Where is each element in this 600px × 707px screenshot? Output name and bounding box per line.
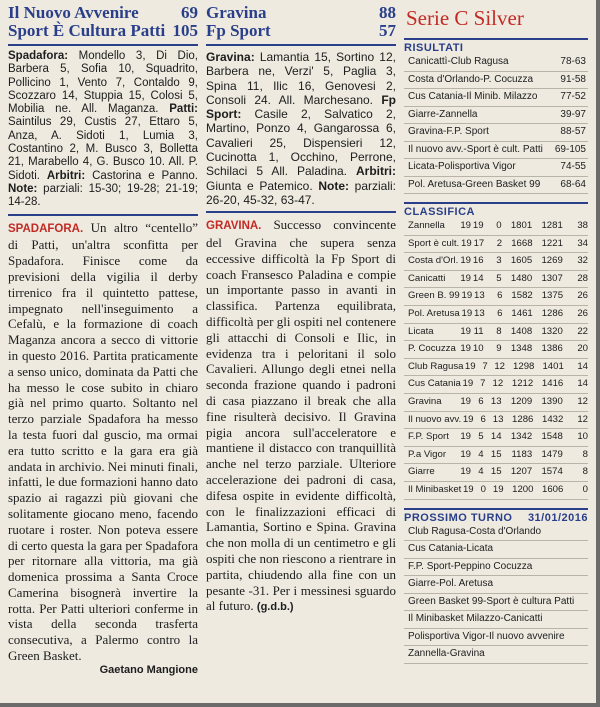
standings-team: P. Cocuzza (408, 343, 456, 355)
standings-won: 10 (472, 343, 484, 355)
standings-team: Canicatti (408, 272, 446, 284)
standings-row (404, 429, 588, 447)
standings-title (404, 202, 588, 218)
standings-points-against: 1221 (541, 237, 563, 249)
standings-team: Giarre (408, 466, 435, 478)
game1-away-score: 105 (172, 21, 198, 40)
standings-row (404, 288, 588, 306)
notes: parziali: 15-30; 19-28; 21-19; 14-28. (8, 182, 198, 209)
result-score: 69-105 (554, 143, 586, 155)
standings-lost: 13 (492, 413, 504, 425)
game1-home-team: Il Nuovo Avvenire (8, 3, 139, 22)
column-2 (206, 4, 396, 616)
standings-title-text: CLASSIFICA (404, 206, 475, 218)
standings-points-for: 1605 (510, 255, 533, 267)
standings-points-for: 1461 (511, 307, 533, 319)
standings-row (404, 253, 588, 271)
standings-row (404, 394, 588, 412)
team1-players: Lamantia 15, Sortino 12, Barbera ne, Verzi' 5, Paglia 3, Spina 11, Ilic 16, Genovesi 2, Consoli 24. All. Marchesano. (206, 50, 396, 107)
standings-won: 5 (478, 431, 484, 443)
standings-points-against: 1548 (541, 431, 563, 443)
standings-points-for: 1207 (510, 466, 533, 478)
standings-table (404, 218, 588, 500)
result-row (404, 54, 588, 72)
standings-played: 19 (460, 220, 471, 231)
standings-lost: 12 (494, 360, 505, 372)
column-1 (8, 4, 198, 676)
next-match: Polisportiva Vigor-Il nuovo avvenire (404, 629, 588, 647)
standings-lost: 13 (490, 395, 502, 407)
result-row (404, 159, 588, 177)
team1-label: Gravina: (206, 50, 255, 64)
standings-points-for: 1408 (510, 325, 533, 337)
standings-lost: 9 (496, 343, 502, 355)
game1-away-row (8, 22, 198, 40)
next-round-title (404, 508, 588, 524)
standings-points: 34 (577, 237, 588, 249)
game2-home-team: Gravina (206, 3, 267, 22)
article1-byline: Gaetano Mangione (99, 663, 198, 676)
standings-row (404, 376, 588, 394)
standings-points: 22 (577, 325, 588, 337)
standings-team: Cus Catania (408, 378, 461, 390)
article1-kicker: SPADAFORA. (8, 222, 84, 235)
results-title-text: RISULTATI (404, 42, 464, 54)
article2-body (206, 217, 396, 616)
game2-home-row (206, 4, 396, 22)
standings-played: 19 (460, 255, 471, 267)
standings-lost: 2 (496, 237, 503, 249)
standings-points-against: 1574 (541, 466, 563, 478)
next-match: Club Ragusa-Costa d'Orlando (404, 524, 588, 542)
standings-lost: 6 (497, 307, 503, 319)
standings-row (404, 447, 588, 465)
standings-played: 19 (460, 431, 471, 443)
game1-box-score (8, 50, 198, 210)
standings-won: 4 (478, 466, 484, 478)
standings-team: Pol. Aretusa (408, 307, 460, 319)
result-row (404, 142, 588, 160)
article1-text: Un altro “centello” di Patti, un'altra sconfitta per Spadafora. Finisce come da previsioni della vigilia il derby tirrenico fra il quintetto pattese, impegnato nell'inseguimento a Cefalù, e la formazione di coach Maganza ancora a secco di vittorie in questo 2016. Partita praticamente a senso unico, dominata da Patti che ha messo le cose subito in chiaro già nel primo quarto. Soltanto nel terzo parziale Spadafora ha messo la testa fuori dal guscio, ma ormai era tutto scritto e la gara era già andata in archivio. Nei minuti finali, infatti, le due formazioni hanno dato spazio ai ragazzi più giovani che solitamente giocano meno, facendo ruotare i roster. Non poteva essere di certo questa la gara per Spadafora per ritornare alla vittoria, ma già domenica prossima a Santa Croce Camerina bisognerà invertire la rotta. Per Patti ulteriori conferme in vista della seconda trasferta consecutiva, a Palermo contro la Green Basket. (8, 219, 198, 664)
standings-points-against: 1386 (541, 343, 563, 355)
standings-team: Il Minibasket (408, 483, 462, 495)
next-match: Zannella-Gravina (404, 646, 588, 664)
game2-away-score: 57 (379, 21, 396, 40)
standings-won: 11 (473, 325, 484, 337)
results-title (404, 38, 588, 54)
standings-points-for: 1801 (510, 220, 533, 231)
next-match: Giarre-Pol. Aretusa (404, 576, 588, 594)
standings-points: 28 (577, 272, 588, 284)
result-score: 77-52 (560, 91, 586, 102)
standings-won: 7 (480, 378, 486, 390)
standings-points-for: 1286 (512, 413, 534, 425)
standings-points-against: 1320 (541, 325, 563, 337)
standings-points-against: 1307 (541, 272, 563, 284)
standings-points: 10 (577, 431, 588, 443)
result-row (404, 177, 588, 195)
divider (8, 44, 198, 46)
standings-points: 0 (582, 483, 588, 495)
standings-points: 8 (582, 448, 588, 460)
result-match: Pol. Aretusa-Green Basket 99 (408, 178, 541, 190)
game1-header (8, 4, 198, 40)
standings-points-against: 1286 (541, 307, 564, 319)
next-match: Cus Catania-Licata (404, 541, 588, 559)
article1-body (8, 220, 198, 664)
result-row (404, 89, 588, 107)
result-row (404, 72, 588, 90)
notes-label: Note: (318, 178, 349, 193)
game1-away-team: Sport È Cultura Patti (8, 21, 166, 40)
team1-label: Spadafora: (8, 50, 69, 62)
result-match: Il nuovo avv.-Sport è cult. Patti (408, 143, 543, 155)
standings-points: 14 (577, 360, 589, 372)
referees: Giunta e Patemico. (206, 178, 319, 193)
result-score: 88-57 (560, 126, 586, 137)
standings-won: 6 (480, 413, 486, 425)
standings-lost: 8 (496, 325, 502, 337)
standings-points-against: 1269 (541, 255, 563, 267)
game1-home-score: 69 (181, 3, 198, 22)
standings-won: 16 (472, 255, 484, 267)
standings-team: Il nuovo avv. (408, 413, 462, 425)
team2-players: Saintilus 29, Custis 27, Ettaro 5, Anza, A. Sidoti 1, Lumia 3, Costantino 2, M. Busco 3, Bolletta 21, Marabello 4, G. Busco 10. All. P. Sidoti. (8, 116, 198, 182)
standings-played: 19 (461, 237, 472, 249)
game2-box-score (206, 50, 396, 207)
standings-points-against: 1401 (542, 360, 564, 372)
team2-players: Casile 2, Salvatico 2, Martino, Ponzo 4, Gangarossa 6, Cavalieri 25, Dispensieri 12, Cucinotta 1, Occhino, Perrone, Schilaci 5 All. Paladina. (206, 107, 396, 179)
sidebar (404, 4, 588, 664)
game2-header (206, 4, 396, 40)
standings-row (404, 236, 588, 254)
standings-points-for: 1209 (510, 395, 533, 407)
result-match: Canicattì-Club Ragusa (408, 56, 509, 67)
result-score: 74-55 (560, 161, 586, 172)
referees-label: Arbitri: (356, 164, 396, 179)
standings-played: 19 (461, 290, 473, 302)
result-row (404, 124, 588, 142)
standings-won: 13 (474, 290, 485, 302)
standings-won: 13 (474, 307, 485, 319)
standings-row (404, 324, 588, 342)
standings-points-for: 1342 (510, 431, 533, 443)
standings-played: 19 (462, 378, 474, 390)
standings-team: Licata (408, 325, 434, 337)
next-match: Green Basket 99-Sport è cultura Patti (404, 594, 588, 612)
standings-played: 19 (460, 343, 471, 355)
next-match: F.P. Sport-Peppino Cocuzza (404, 559, 588, 577)
standings-played: 19 (464, 360, 476, 372)
standings-lost: 15 (490, 466, 502, 478)
next-round-list (404, 524, 588, 664)
standings-points-for: 1480 (510, 272, 533, 284)
standings-points-against: 1606 (542, 483, 564, 495)
next-round-date: 31/01/2016 (527, 511, 588, 524)
standings-lost: 5 (496, 272, 502, 284)
standings-team: Gravina (408, 395, 442, 407)
standings-team: Sport è cult. (408, 237, 460, 249)
standings-row (404, 218, 588, 236)
standings-points: 8 (582, 466, 588, 478)
standings-row (404, 341, 588, 359)
next-round-title-text: PROSSIMO TURNO (404, 511, 513, 524)
standings-row (404, 271, 588, 289)
game2-away-team: Fp Sport (206, 21, 271, 40)
game1-home-row (8, 4, 198, 22)
result-match: Giarre-Zannella (408, 108, 478, 120)
standings-points-for: 1183 (511, 448, 533, 460)
standings-team: Green B. 99 (408, 290, 460, 302)
game2-away-row (206, 22, 396, 40)
standings-points-for: 1298 (513, 360, 535, 372)
article2-kicker: GRAVINA. (206, 220, 262, 233)
standings-row (404, 359, 588, 377)
standings-played: 19 (460, 395, 471, 407)
standings-points: 38 (577, 220, 588, 231)
standings-team: Club Ragusa (408, 360, 464, 372)
standings-points-for: 1200 (512, 483, 534, 495)
standings-played: 19 (460, 466, 471, 478)
standings-team: Zannella (408, 220, 445, 231)
standings-row (404, 464, 588, 482)
team2-label: Fp Sport: (206, 92, 396, 122)
standings-lost: 15 (490, 448, 502, 460)
standings-row (404, 482, 588, 500)
standings-points: 26 (577, 307, 588, 319)
team2-label: Patti: (169, 103, 198, 116)
article2-text: Successo convincente del Gravina che supera senza eccessive difficoltà la Fp Sport di coach Fransesco Paladina e compie un importante passo in avanti in classifica. Partenza equilibrata, difficoltà per gli ospiti nel contenere gli attacchi di Consoli e Ilic, in evidenza tra i peloritani il solo Cavalieri. Allungo degli etnei nella seconda frazione quando i padroni di casa piazzano il break che alla fine risulterà decisivo. Il Gravina pigia ancora sull'acceleratore e mantiene il distacco con tranquillità anche nel terzo parziale. Ulteriore accelerazione dei padroni di casa, difesa ospite in evidente difficoltà, con le finalizzazioni efficaci di Lamantia, Sortino e Spina. Gravina che non molla di un centimetro e gli ospiti che non riescono a rientrare in partita, chiudendo alla fine con un pesante -31. Per i messinesi sguardo al futuro. (206, 217, 396, 614)
results-list (404, 54, 588, 194)
standings-points-for: 1212 (511, 378, 534, 390)
game2-home-score: 88 (379, 3, 396, 22)
standings-lost: 6 (497, 290, 503, 302)
standings-played: 19 (462, 413, 474, 425)
standings-points: 14 (577, 378, 588, 390)
referees: Castorina e Panno. (85, 169, 198, 182)
result-match: Licata-Polisportiva Vigor (408, 161, 516, 172)
referees-label: Arbitri: (46, 169, 86, 182)
standings-points: 12 (577, 413, 588, 425)
result-score: 91-58 (560, 73, 586, 85)
standings-points-against: 1390 (541, 395, 563, 407)
standings-points-against: 1281 (541, 220, 563, 231)
standings-lost: 3 (496, 255, 502, 267)
standings-won: 7 (482, 360, 488, 372)
standings-lost: 14 (490, 431, 502, 443)
next-match: Il Minibasket Milazzo-Canicatti (404, 611, 588, 629)
standings-won: 19 (472, 220, 484, 231)
standings-points: 12 (577, 395, 588, 407)
standings-won: 0 (480, 483, 486, 495)
standings-won: 14 (472, 272, 484, 284)
standings-points-for: 1668 (511, 237, 533, 249)
standings-lost: 19 (492, 483, 504, 495)
standings-played: 19 (460, 325, 471, 337)
standings-row (404, 306, 588, 324)
result-match: Costa d'Orlando-P. Cocuzza (408, 73, 534, 85)
divider (206, 211, 396, 213)
standings-won: 6 (478, 395, 484, 407)
standings-points-against: 1479 (541, 448, 563, 460)
standings-won: 4 (478, 448, 484, 460)
standings-played: 19 (460, 448, 471, 460)
standings-played: 19 (462, 483, 474, 495)
standings-lost: 12 (492, 378, 504, 390)
result-match: Gravina-F.P. Sport (408, 126, 489, 137)
standings-points: 32 (577, 255, 588, 267)
result-match: Cus Catania-Il Minib. Milazzo (408, 91, 538, 102)
sidebar-title: Serie C Silver (406, 6, 524, 30)
article2-byline: (g.d.b.) (256, 601, 294, 614)
standings-row (404, 412, 588, 430)
standings-points-against: 1432 (541, 413, 564, 425)
result-score: 78-63 (560, 56, 586, 67)
divider (206, 44, 396, 46)
standings-team: P.a Vigor (408, 448, 447, 460)
standings-points-against: 1416 (541, 378, 564, 390)
standings-played: 19 (461, 307, 473, 319)
result-score: 39-97 (560, 108, 586, 120)
standings-team: Costa d'Orl. (408, 255, 459, 267)
standings-won: 17 (473, 237, 485, 249)
standings-points-for: 1582 (511, 290, 533, 302)
standings-points-for: 1348 (510, 343, 533, 355)
result-row (404, 107, 588, 125)
result-score: 68-64 (560, 178, 586, 190)
notes-label: Note: (8, 182, 38, 195)
standings-points: 20 (577, 343, 588, 355)
standings-points: 26 (577, 290, 588, 302)
divider (8, 214, 198, 216)
standings-points-against: 1375 (541, 290, 564, 302)
standings-lost: 0 (496, 220, 502, 231)
team1-players: Mondello 3, Di Dio, Barbera 5, Sofia 10, Squadrito, Pollicino 1, Vento 7, Contaldo 9, Scozzaro 14, Stuppia 15, Colosi 5, Mobilia ne. All. Maganza. (8, 50, 198, 116)
standings-played: 19 (460, 272, 471, 284)
notes: parziali: 26-20, 45-32, 63-47. (206, 178, 396, 207)
standings-team: F.P. Sport (408, 431, 449, 443)
